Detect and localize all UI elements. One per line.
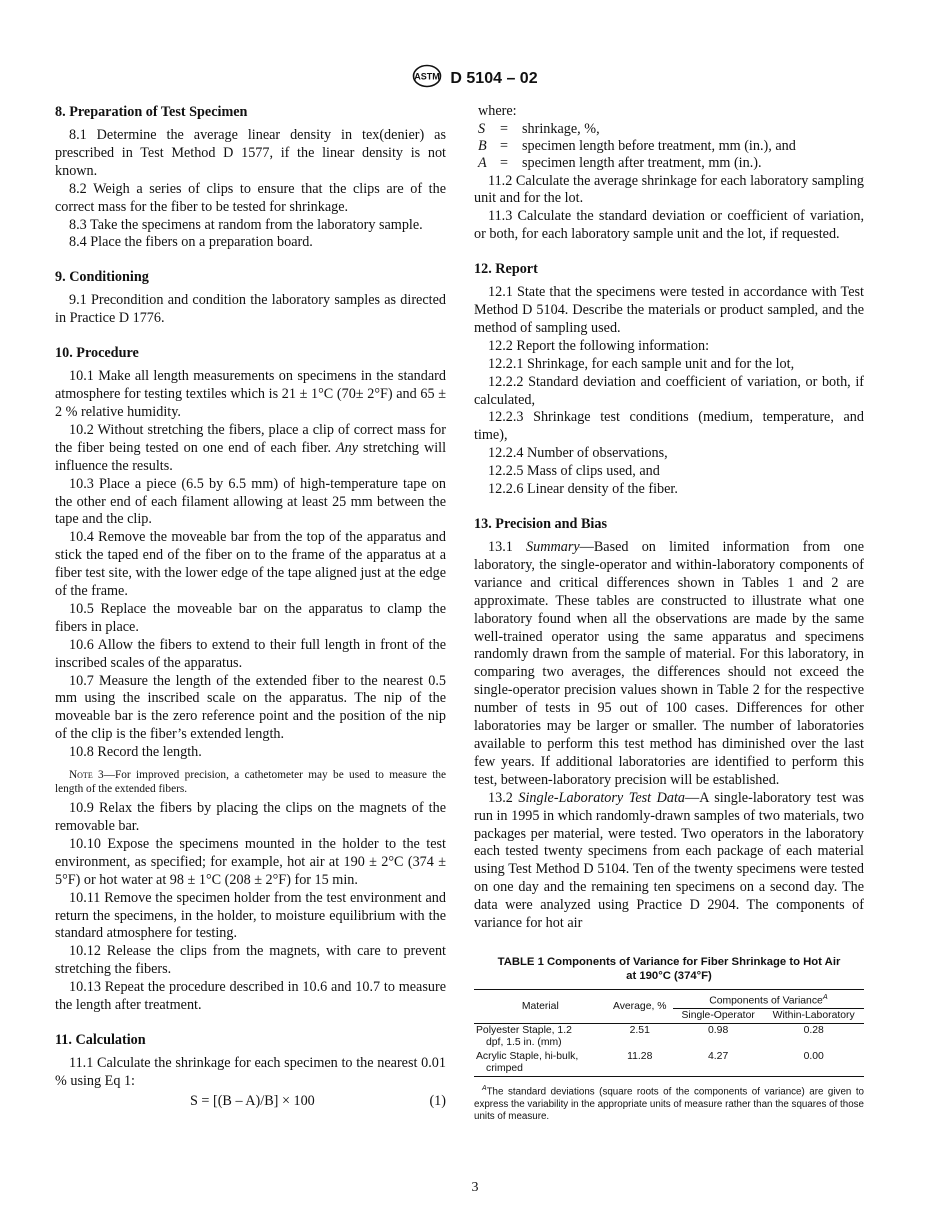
table-title-line: TABLE 1 Components of Variance for Fiber Shrinkage to Hot Air [497,955,841,968]
paragraph: 10.7 Measure the length of the extended fiber to the nearest 0.5 mm using the inscribed scale on the apparatus. The nip of the moveable bar is the zero reference point and the position of the nip of the clip is the fiber’s extended length. [55,672,446,743]
material-line: Acrylic Staple, hi-bulk, [476,1051,579,1063]
paragraph [474,790,864,933]
paragraph-text: —Based on limited information from one laboratory, the single-operator and within-laboratory components of variance and critical differences shown in Tables 1 and 2 are approximate. These tables are constructed to illustrate what one laboratory found when all the observations are made by the same well-trained operator using the same apparatus and specimens randomly drawn from the sample of material. For this laboratory, in comparing two averages, the differences should not exceed the single-operator precision values shown in Table 2 for the respective number of tests in 95 out of 100 cases. Differences for other laboratories may be larger or smaller. The number of laboratories available to perform this test method has diminished over the last few years. If additional laboratories are identified to perform this test, between-laboratory precision will be established. [474,539,864,788]
paragraph: 8.3 Take the specimens at random from the laboratory sample. [69,216,423,233]
where-label: where: [478,103,517,119]
paragraph: 8.4 Place the fibers on a preparation board. [69,234,313,251]
section-13 [474,515,864,933]
equation-formula: S = [(B – A)/B] × 100 [190,1092,315,1109]
column-header: Average, % [607,989,673,1023]
cell-material [474,1024,607,1051]
table-1 [474,955,864,1123]
paragraph [55,422,446,476]
definition: specimen length before treatment, mm (in.), and [522,138,796,155]
table-footnote [474,1083,864,1122]
section-10 [55,344,446,1015]
paragraph: 12.2.1 Shrinkage, for each sample unit and for the lot, [488,355,795,372]
section-11-cont [474,173,864,245]
paragraph: 10.8 Record the length. [69,744,202,761]
section-12 [474,260,864,499]
where-row [474,155,864,172]
equals: = [500,138,509,155]
cell-single-operator: 0.98 [708,1025,729,1037]
material-line: Polyester Staple, 1.2 [476,1025,572,1037]
cell-material [474,1050,607,1077]
paragraph: 11.3 Calculate the standard deviation or coefficient of variation, or both, for each laboratory sample unit and the lot, if requested. [474,208,864,243]
page-number: 3 [471,1180,479,1195]
where-row [474,121,864,138]
note-3 [55,768,446,796]
document-id: D 5104 – 02 [450,69,538,87]
paragraph: 12.2.4 Number of observations, [488,445,668,462]
paragraph: 12.2.3 Shrinkage test conditions (medium, temperature, and time), [474,409,864,444]
paragraph-text: 10.2 Without stretching the fibers, place a clip of correct mass for the fiber being tested on one end of each fiber. [55,421,446,456]
paragraph: 11.1 Calculate the shrinkage for each specimen to the nearest 0.01 % using Eq 1: [55,1054,446,1089]
paragraph: 9.1 Precondition and condition the laboratory samples as directed in Practice D 1776. [55,292,446,327]
material-line: dpf, 1.5 in. (mm) [486,1037,562,1049]
symbol: A [478,155,487,172]
section-heading: 11. Calculation [55,1031,146,1048]
paragraph-text: stretching will influence the results. [55,439,447,474]
paragraph: 10.13 Repeat the procedure described in 10.6 and 10.7 to measure the length after treatment. [55,979,446,1014]
paragraph: 12.2 Report the following information: [488,337,710,354]
table-row [474,1050,864,1077]
column-group-label: Components of Variance [709,995,823,1007]
cell-single-operator: 4.27 [708,1051,729,1063]
table-title [474,955,864,983]
symbol: B [478,138,487,155]
where-row [474,138,864,155]
definition: specimen length after treatment, mm (in.). [522,155,762,172]
equals: = [500,155,509,172]
definition: shrinkage, %, [522,120,600,137]
equation-1 [55,1093,446,1113]
where-block [474,103,864,173]
paragraph: 11.2 Calculate the average shrinkage for each laboratory sampling unit and for the lot. [474,172,864,207]
paragraph: 10.1 Make all length measurements on specimens in the standard atmosphere for testing textiles which is 21 ± 1°C (70± 2°F) and 65 ± 2 % relative humidity. [55,368,446,420]
paragraph: 10.4 Remove the moveable bar from the top of the apparatus and stick the taped end of the fiber on to the frame of the apparatus at a fiber test site, with the lower edge of the tape aligned just at the edge of the frame. [55,529,446,600]
paragraph-text: —A single-laboratory test was run in 1995 in which randomly-drawn samples of two materials, two packages per material, were tested. Two operators in the laboratory each tested twenty specimens from each package of each material using Test Method D 5104. Ten of the twenty specimens were tested on one day and the remaining ten specimens on a second day. The data were analyzed using Practice D 2904. The components of variance for hot air [474,789,864,932]
equation-number: (1) [429,1092,446,1109]
right-column [474,103,864,1123]
page-header [0,64,950,93]
paragraph-number: 13.2 [488,789,513,806]
footnote-marker: A [822,991,828,1001]
table-row [474,1024,864,1051]
footnote-marker: A [482,1085,487,1093]
column-header: Material [474,989,607,1023]
section-heading: 8. Preparation of Test Specimen [55,104,248,120]
symbol: S [478,120,486,137]
note-text: —For improved precision, a cathetometer may be used to measure the length of the extended fibers. [55,769,446,796]
cell-within-laboratory: 0.28 [803,1025,824,1037]
paragraph: 10.11 Remove the specimen holder from the test environment and return the specimens, in the holder, to moisture equilibrium with the standard atmosphere for testing. [55,889,446,942]
paragraph: 10.6 Allow the fibers to extend to their full length in front of the inscribed scales of the apparatus. [55,636,446,671]
column-header: Single-Operator [681,1010,755,1022]
paragraph: 12.1 State that the specimens were tested in accordance with Test Method D 5104. Describe the materials or product sampled, and the method of sampling used. [474,284,864,336]
paragraph [474,539,864,790]
section-heading: 9. Conditioning [55,269,149,286]
cell-average: 2.51 [629,1025,650,1037]
section-11 [55,1031,446,1113]
equals: = [500,120,509,137]
paragraph: 8.2 Weigh a series of clips to ensure that the clips are of the correct mass for the fiber to be tested for shrinkage. [55,180,446,215]
emphasis: Summary [526,539,580,556]
paragraph: 12.2.6 Linear density of the fiber. [488,481,678,498]
paragraph: 10.10 Expose the specimens mounted in the holder to the test environment, as specified; for example, hot air at 190 ± 2°C (374 ± 5°F) or hot water at 98 ± 1°C (208 ± 2°F) for 15 min. [55,835,446,888]
left-column [55,103,446,1129]
section-9 [55,268,446,328]
paragraph: 10.5 Replace the moveable bar on the apparatus to clamp the fibers in place. [55,600,446,635]
emphasis: Any [335,439,359,456]
paragraph: 8.1 Determine the average linear density in tex(denier) as prescribed in Test Method D 1577, if the linear density is not known. [55,127,446,179]
column-group-header [673,989,864,1008]
paragraph-number: 13.1 [488,539,513,556]
paragraph: 10.9 Relax the fibers by placing the clips on the magnets of the removable bar. [55,800,446,834]
svg-text:ASTM: ASTM [414,71,441,82]
emphasis: Single-Laboratory Test Data [518,789,686,806]
material-line: crimped [486,1063,523,1075]
footnote-text: The standard deviations (square roots of the components of variance) are given to express the variability in the appropriate units of measure rather than the squares of those units of measure. [474,1086,864,1122]
paragraph: 12.2.5 Mass of clips used, and [488,463,660,480]
cell-within-laboratory: 0.00 [803,1051,824,1063]
paragraph: 10.12 Release the clips from the magnets, with care to prevent stretching the fibers. [55,943,446,978]
variance-table [474,989,864,1077]
paragraph: 10.3 Place a piece (6.5 by 6.5 mm) of high-temperature tape on the other end of each filament allowing at least 25 mm between the tape and the clip. [55,475,446,528]
section-heading: 13. Precision and Bias [474,516,607,533]
cell-average: 11.28 [627,1051,653,1063]
column-header: Within-Laboratory [772,1010,855,1022]
section-heading: 12. Report [474,261,538,278]
paragraph: 12.2.2 Standard deviation and coefficient of variation, or both, if calculated, [474,373,864,408]
table-title-line: at 190°C (374°F) [626,969,712,982]
note-label: Note 3 [69,769,104,782]
astm-logo-icon [412,64,442,93]
section-8 [55,103,446,252]
section-heading: 10. Procedure [55,345,139,362]
